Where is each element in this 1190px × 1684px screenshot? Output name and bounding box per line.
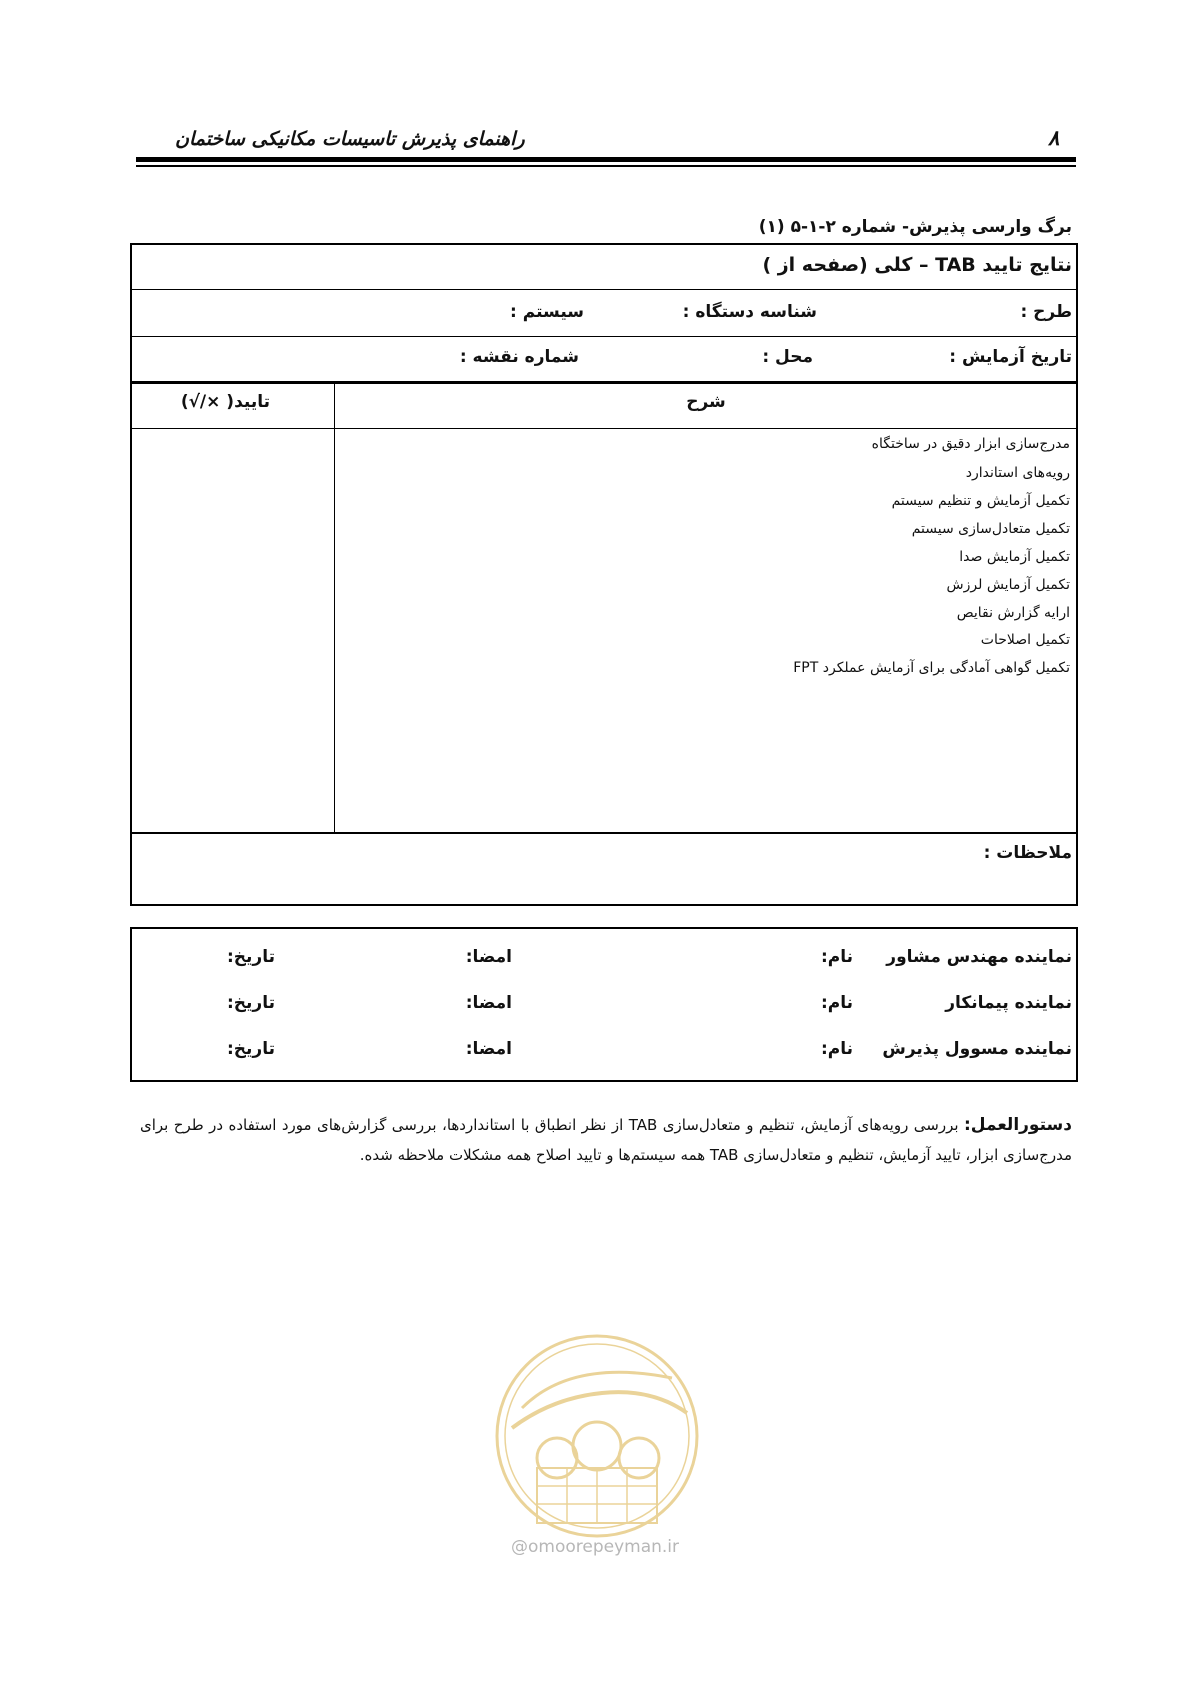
signature-date-label: تاریخ: bbox=[227, 993, 275, 1013]
signature-sign-label: امضا: bbox=[465, 947, 512, 967]
system-label: سیستم : bbox=[510, 302, 584, 322]
instruction-text: بررسی رویه‌های آزمایش، تنظیم و متعادل‌سازی TAB از نظر انطباق با استانداردها، بررسی گزارش‌های مورد استفاده در طرح برای مدرج‌سازی ابزار، تایید آزمایش، تنظیم و متعادل‌سازی TAB همه سیستم‌ها و تایید اصلاح همه مشکلات ملاحظه شده. bbox=[140, 1116, 1072, 1164]
signature-date-label: تاریخ: bbox=[227, 947, 275, 967]
checklist-item: تکمیل گواهی آمادگی برای آزمایش عملکرد FPT bbox=[793, 660, 1070, 676]
signature-date-label: تاریخ: bbox=[227, 1039, 275, 1059]
signature-sign-label: امضا: bbox=[465, 1039, 512, 1059]
checklist-item: تکمیل متعادل‌سازی سیستم bbox=[911, 521, 1070, 537]
signature-name-label: نام: bbox=[820, 1039, 853, 1059]
row-divider bbox=[130, 428, 1078, 429]
signature-role: نماینده مسوول پذیرش bbox=[882, 1039, 1072, 1059]
remarks-divider bbox=[130, 832, 1078, 834]
form-title: نتایج تایید TAB – کلی (صفحه از ) bbox=[762, 254, 1072, 276]
description-column-header: شرح bbox=[686, 392, 726, 412]
header-rule-thick bbox=[136, 157, 1076, 162]
page-number: ۸ bbox=[1048, 126, 1060, 150]
test-date-label: تاریخ آزمایش : bbox=[949, 347, 1072, 367]
column-divider bbox=[334, 383, 335, 833]
table-header-divider bbox=[130, 381, 1078, 384]
checklist-item: ارایه گزارش نقایص bbox=[956, 605, 1070, 621]
checklist-item: مدرج‌سازی ابزار دقیق در ساختگاه bbox=[871, 436, 1070, 452]
header-rule-thin bbox=[136, 165, 1076, 167]
form-caption: برگ وارسی پذیرش- شماره ۲-۱-۵ (۱) bbox=[758, 217, 1072, 237]
checklist-item: تکمیل اصلاحات bbox=[980, 632, 1070, 648]
instruction-paragraph bbox=[140, 1110, 1072, 1170]
watermark-logo-icon bbox=[482, 1318, 712, 1558]
running-title: راهنمای پذیرش تاسیسات مکانیکی ساختمان bbox=[175, 128, 525, 150]
watermark-url: @omoorepeyman.ir bbox=[510, 1537, 680, 1557]
checklist-item: تکمیل آزمایش و تنظیم سیستم bbox=[891, 493, 1070, 509]
drawing-number-label: شماره نقشه : bbox=[459, 347, 579, 367]
remarks-label: ملاحظات : bbox=[983, 843, 1072, 863]
approval-column-header: تایید( ×/√) bbox=[180, 392, 270, 412]
project-label: طرح : bbox=[1020, 302, 1072, 322]
checklist-form bbox=[130, 243, 1078, 906]
signature-role: نماینده پیمانکار bbox=[945, 993, 1072, 1013]
signature-sign-label: امضا: bbox=[465, 993, 512, 1013]
row-divider bbox=[130, 336, 1078, 337]
row-divider bbox=[130, 289, 1078, 290]
signature-name-label: نام: bbox=[820, 993, 853, 1013]
signature-name-label: نام: bbox=[820, 947, 853, 967]
checklist-item: تکمیل آزمایش صدا bbox=[959, 549, 1070, 565]
checklist-item: تکمیل آزمایش لرزش bbox=[946, 577, 1070, 593]
instruction-label: دستورالعمل: bbox=[963, 1115, 1072, 1135]
signature-role: نماینده مهندس مشاور bbox=[886, 947, 1072, 967]
location-label: محل : bbox=[762, 347, 813, 367]
checklist-item: رویه‌های استاندارد bbox=[965, 465, 1070, 481]
device-id-label: شناسه دستگاه : bbox=[682, 302, 817, 322]
